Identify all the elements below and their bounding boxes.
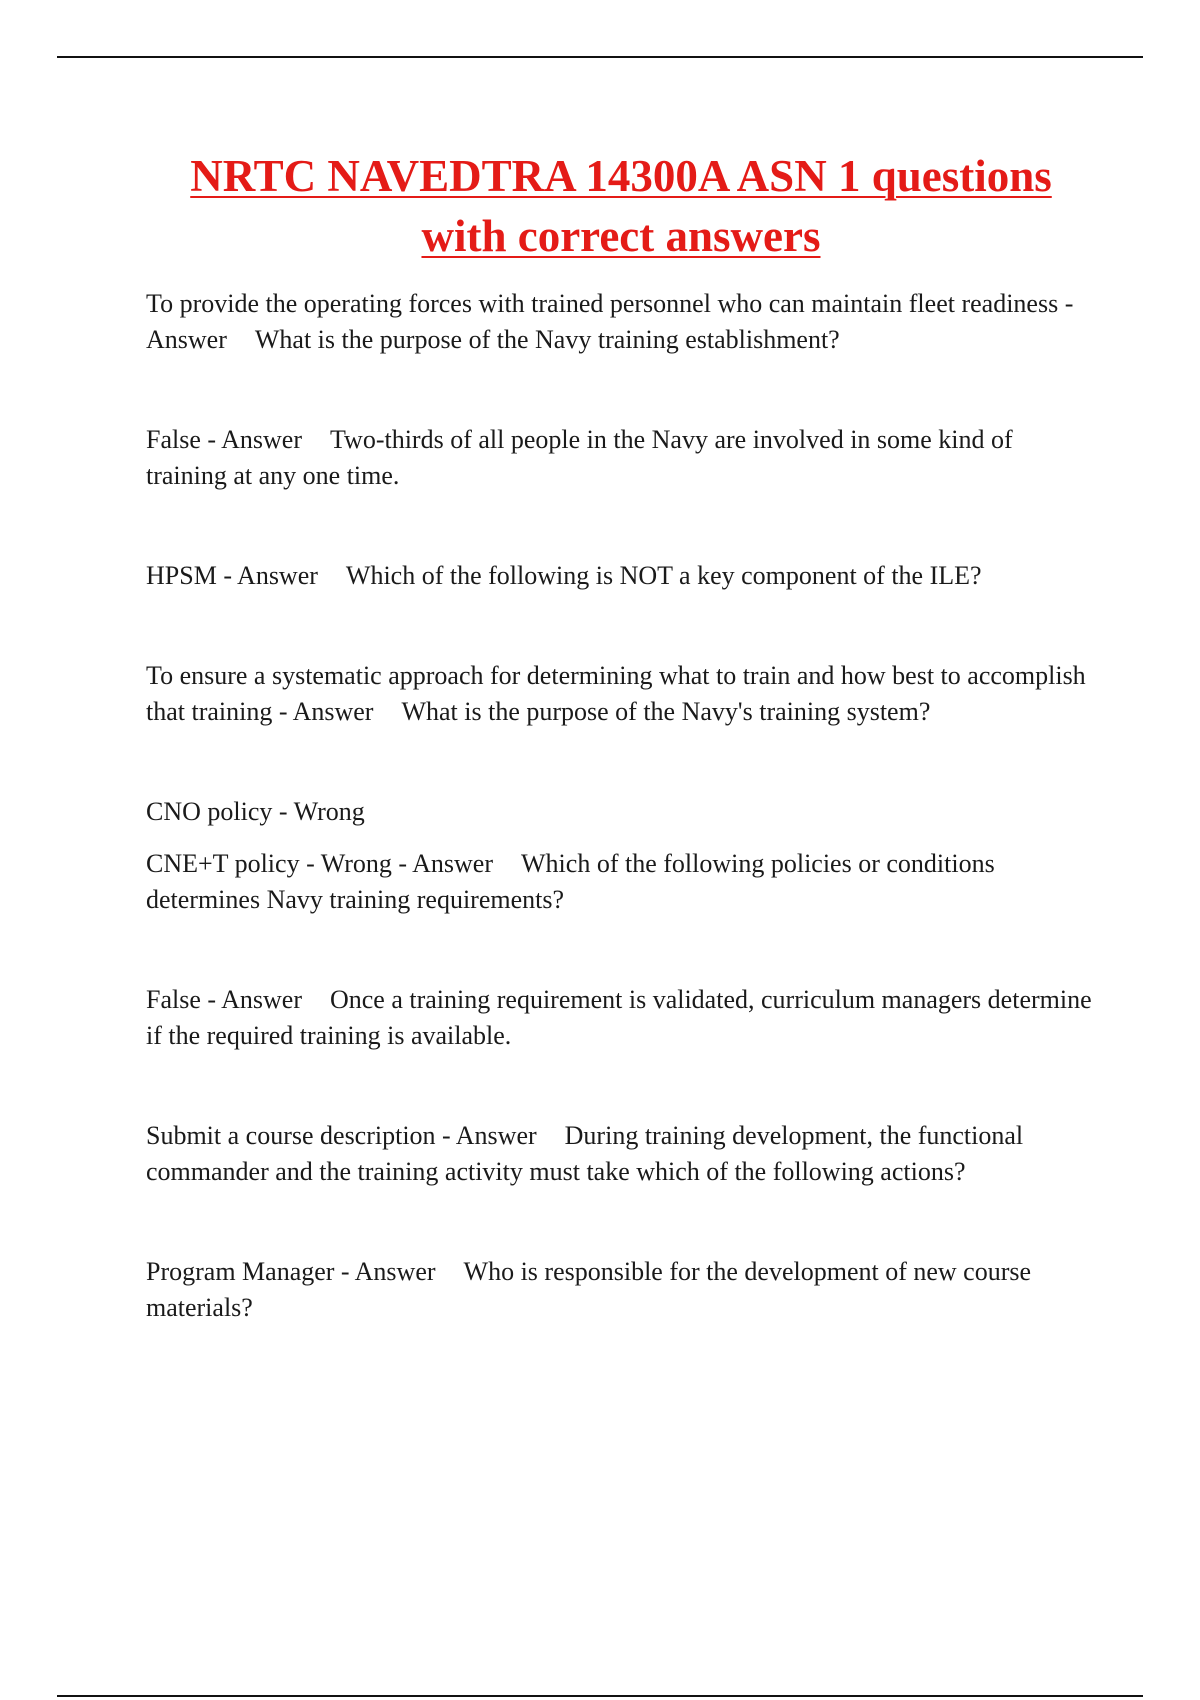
question-text: What is the purpose of the Navy training establishment? <box>254 325 840 354</box>
answer-text: False - Answer <box>146 425 302 454</box>
top-rule <box>57 56 1143 58</box>
bottom-rule <box>57 1695 1143 1697</box>
answer-text: CNE+T policy - Wrong - Answer <box>146 849 494 878</box>
question-text: Once a training requirement is validated, curriculum managers determine if the required training is available. <box>146 985 1092 1050</box>
title-line-2: with correct answers <box>421 211 821 261</box>
qa-entry-5 <box>146 794 1096 830</box>
answer-text: To provide the operating forces with trained personnel who can maintain fleet readiness - Answer <box>146 289 1074 354</box>
title-line-1: NRTC NAVEDTRA 14300A ASN 1 questions <box>190 151 1052 201</box>
qa-entry-1 <box>146 286 1096 358</box>
qa-entry-3 <box>146 558 1096 594</box>
answer-text: Program Manager - Answer <box>146 1257 436 1286</box>
qa-entry-2 <box>146 422 1096 494</box>
answer-text: To ensure a systematic approach for determining what to train and how best to accomplish that training - Answer <box>146 661 1086 726</box>
question-text: What is the purpose of the Navy's training system? <box>401 697 931 726</box>
question-text: Two-thirds of all people in the Navy are involved in some kind of training at any one time. <box>146 425 1013 490</box>
qa-entry-8 <box>146 1118 1096 1190</box>
question-text: Who is responsible for the development of new course materials? <box>146 1257 1032 1322</box>
qa-entry-7 <box>146 982 1096 1054</box>
question-text: Which of the following policies or conditions determines Navy training requirements? <box>146 849 995 914</box>
qa-list <box>146 286 1096 1326</box>
document-body <box>146 146 1096 1326</box>
question-text: Which of the following is NOT a key component of the ILE? <box>345 561 982 590</box>
qa-entry-9 <box>146 1254 1096 1326</box>
answer-text: False - Answer <box>146 985 302 1014</box>
answer-text: CNO policy - Wrong <box>146 797 365 826</box>
answer-text: HPSM - Answer <box>146 561 318 590</box>
qa-entry-6 <box>146 846 1096 918</box>
answer-text: Submit a course description - Answer <box>146 1121 537 1150</box>
question-text: During training development, the functional commander and the training activity must take which of the following actions? <box>146 1121 1024 1186</box>
qa-entry-4 <box>146 658 1096 730</box>
document-title <box>146 146 1096 266</box>
